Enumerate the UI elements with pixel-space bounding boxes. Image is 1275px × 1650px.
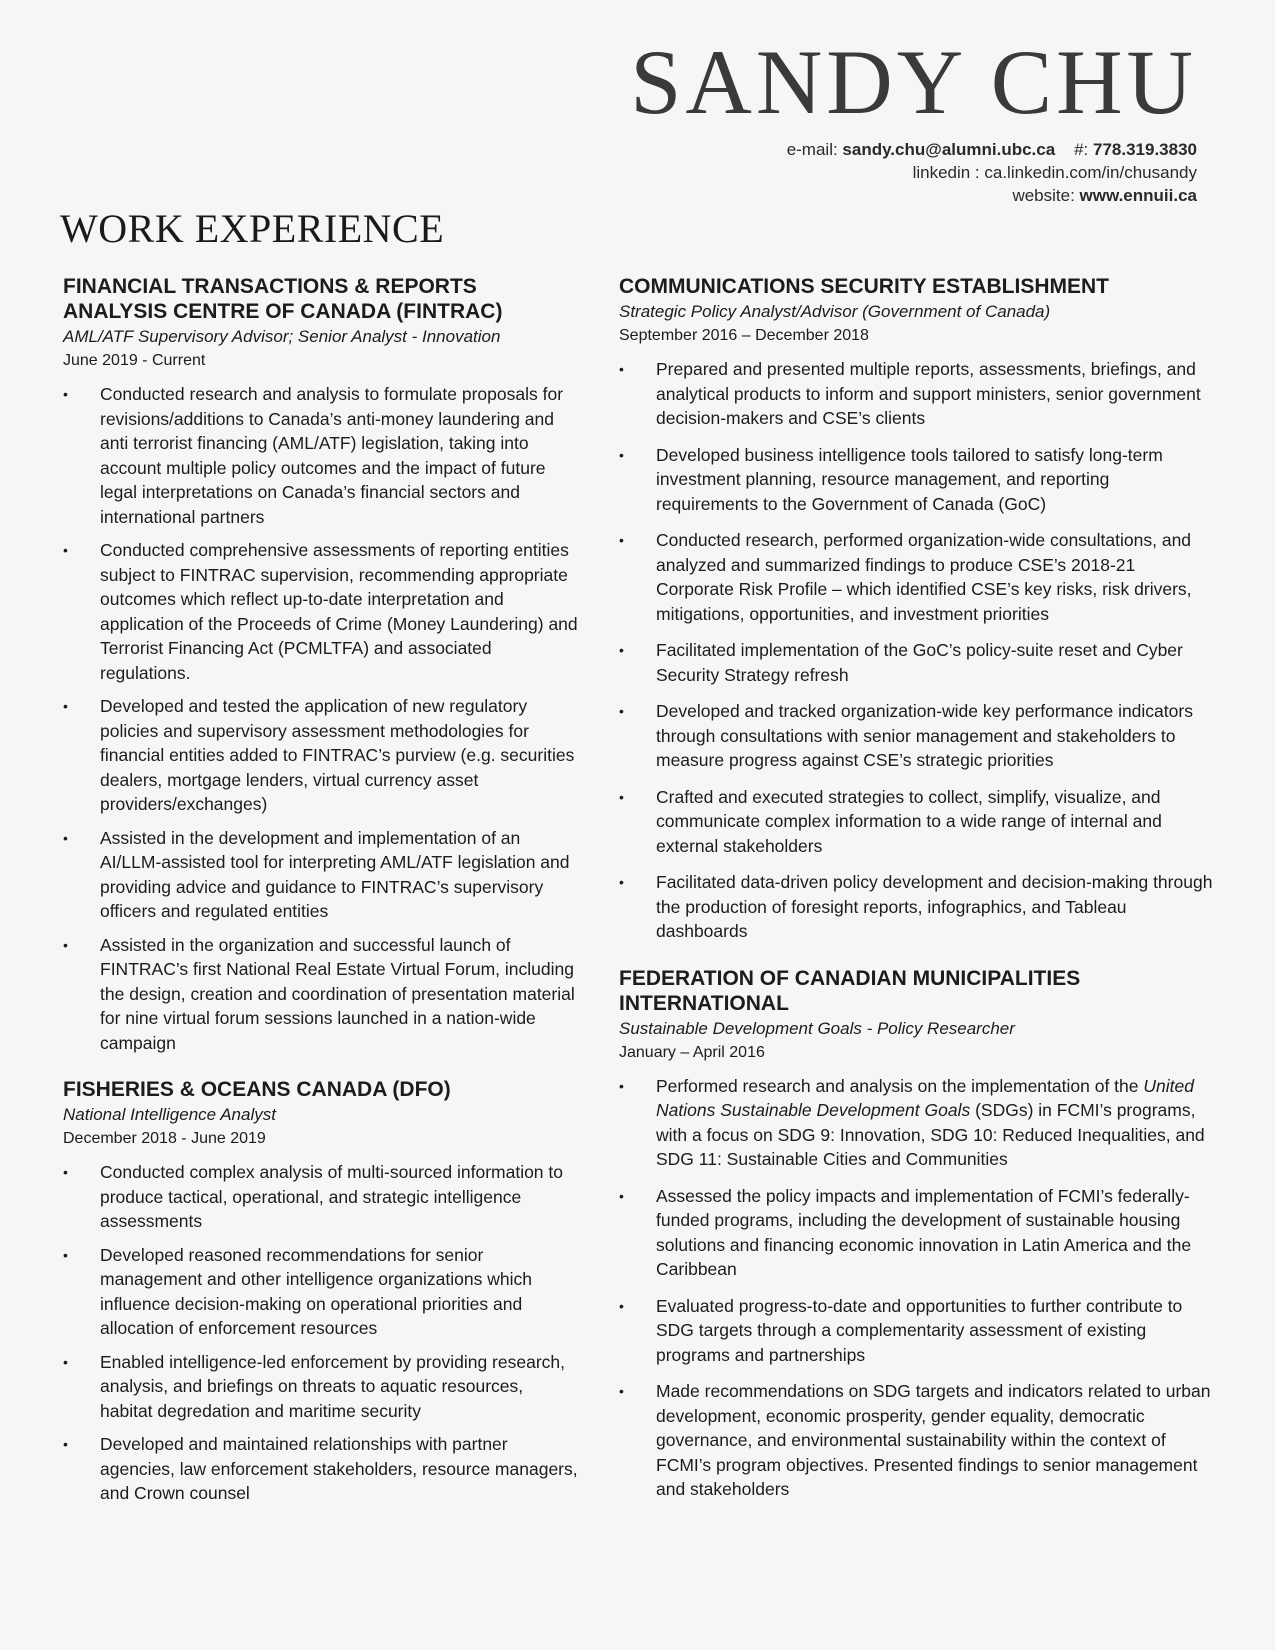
section-title-work-experience: WORK EXPERIENCE (60, 206, 445, 251)
bullet-icon: • (63, 1246, 68, 1263)
job-organization: FEDERATION OF CANADIAN MUNICIPALITIES INTERNATIONAL (619, 966, 1081, 1015)
bullet-text-part: Performed research and analysis on the implementation of the (656, 1075, 1144, 1096)
bullet-text: Developed reasoned recommendations for senior management and other intelligence organizations which influence decision-making on operational priorities and allocation of enforcement resources (100, 1244, 532, 1338)
list-item (619, 1184, 1215, 1282)
list-item (63, 933, 578, 1056)
bullet-text: Facilitated implementation of the GoC’s policy-suite reset and Cyber Security Strategy refresh (656, 640, 1183, 685)
website-label: website: (1012, 186, 1080, 205)
list-item (63, 1160, 578, 1234)
bullet-icon: • (619, 788, 624, 805)
bullet-icon: • (63, 386, 68, 402)
bullet-icon: • (63, 1164, 68, 1180)
bullet-icon: • (619, 703, 624, 719)
linkedin-line: linkedin : ca.linkedin.com/in/chusandy (912, 163, 1197, 182)
bullet-text-part: (SDGs) in FCMI’s programs, with a focus on SDG 9: Innovation, SDG 10: Reduced Inequalities, and SDG 11: Sustainable Cities and Communities (656, 1100, 1205, 1169)
list-item (619, 870, 1215, 944)
list-item (63, 382, 578, 529)
left-column (63, 274, 578, 1528)
list-item (63, 1350, 578, 1424)
bullet-text: Enabled intelligence-led enforcement by providing research, analysis, and briefings on threats to aquatic resources, habitat degredation and maritime security (100, 1351, 565, 1421)
bullet-text: Crafted and executed strategies to collect, simplify, visualize, and communicate complex information to a wide range of internal and external stakeholders (656, 786, 1162, 856)
list-item (619, 528, 1215, 626)
job-role: Strategic Policy Analyst/Advisor (Government of Canada) (619, 302, 1051, 321)
list-item (63, 538, 578, 685)
bullet-text: Assisted in the organization and successful launch of FINTRAC’s first National Real Estate Virtual Forum, including the design, creation and coordination of presentation material for nine virtual forum sessions launched in a nation-wide campaign (100, 934, 575, 1053)
right-column (619, 274, 1215, 1524)
job-dfo (63, 1077, 578, 1506)
bullet-icon: • (63, 542, 68, 558)
bullet-text: Conducted comprehensive assessments of reporting entities subject to FINTRAC supervision, recommending appropriate outcomes which reflect up-to-date interpretation and application of the Proceeds of Crime (Money Laundering) and Terrorist Financing Act (PCMLTFA) and associated regulations. (100, 540, 578, 683)
bullet-text: Conducted research, performed organization-wide consultations, and analyzed and summarized findings to produce CSE’s 2018-21 Corporate Risk Profile – which identified CSE’s key risks, risk drivers, mitigations, opportunities, and investment priorities (656, 530, 1192, 624)
bullet-text: Conducted complex analysis of multi-sourced information to produce tactical, operational, and strategic intelligence assessments (100, 1162, 563, 1231)
job-organization: FINANCIAL TRANSACTIONS & REPORTS ANALYSIS CENTRE OF CANADA (FINTRAC) (63, 275, 503, 323)
bullet-icon: • (619, 1077, 624, 1094)
job-organization: COMMUNICATIONS SECURITY ESTABLISHMENT (619, 275, 1110, 298)
email-value: sandy.chu@alumni.ubc.ca (842, 140, 1056, 159)
job-dates: September 2016 – December 2018 (619, 327, 869, 344)
job-fcmi (619, 966, 1215, 1502)
list-item (619, 443, 1215, 517)
contact-line-email-phone (787, 138, 1197, 161)
website-line (787, 184, 1197, 207)
bullet-icon: • (619, 446, 624, 463)
job-role: Sustainable Development Goals - Policy Researcher (619, 1018, 1015, 1038)
list-item (63, 1432, 578, 1506)
job-bullet-list (63, 382, 578, 1055)
bullet-icon: • (619, 642, 624, 658)
list-item (619, 1074, 1215, 1172)
job-dates: December 2018 - June 2019 (63, 1130, 266, 1147)
bullet-icon: • (63, 698, 68, 714)
list-item (63, 1243, 578, 1341)
sdg-emphasis: United Nations Sustainable Development Goals (656, 1075, 1194, 1120)
bullet-icon: • (619, 1297, 624, 1314)
list-item (63, 694, 578, 817)
bullet-icon: • (63, 1436, 68, 1452)
email-label: e-mail: (786, 140, 843, 159)
job-dates: June 2019 - Current (63, 352, 206, 369)
bullet-text: Developed and tracked organization-wide key performance indicators through consultations with senior management and stakeholders to measure progress against CSE’s strategic priorities (656, 701, 1193, 770)
job-bullet-list (619, 357, 1215, 944)
list-item (619, 785, 1215, 859)
bullet-text: Developed and maintained relationships with partner agencies, law enforcement stakeholders, resource managers, and Crown counsel (100, 1434, 578, 1503)
bullet-text: Prepared and presented multiple reports, assessments, briefings, and analytical products to inform and support ministers, senior government decision-makers and CSE’s clients (656, 359, 1201, 428)
job-bullet-list (619, 1074, 1215, 1502)
bullet-text: Made recommendations on SDG targets and indicators related to urban development, economic prosperity, gender equality, democratic governance, and environmental sustainability within the context of FCMI’s program objectives. Presented findings to senior management and stakeholders (656, 1381, 1211, 1499)
bullet-icon: • (63, 936, 68, 953)
bullet-icon: • (619, 361, 624, 377)
phone-value: 778.319.3830 (1093, 140, 1197, 159)
list-item (619, 357, 1215, 431)
bullet-text (656, 1076, 1205, 1170)
candidate-name: SANDY CHU (630, 31, 1197, 133)
bullet-icon: • (619, 532, 624, 548)
bullet-icon: • (619, 1383, 624, 1399)
bullet-text: Developed business intelligence tools tailored to satisfy long-term investment planning, resource management, and reporting requirements to the Government of Canada (GoC) (656, 444, 1163, 514)
bullet-icon: • (619, 874, 624, 890)
bullet-text: Developed and tested the application of new regulatory policies and supervisory assessment methodologies for financial entities added to FINTRAC’s purview (e.g. securities dealers, mortgage lenders, virtual currency asset providers/exchanges) (100, 696, 575, 814)
bullet-text: Assessed the policy impacts and implementation of FCMI’s federally-funded programs, including the development of sustainable housing solutions and financing economic innovation in Latin America and the Caribbean (656, 1185, 1192, 1279)
contact-block (787, 138, 1197, 207)
job-organization: FISHERIES & OCEANS CANADA (DFO) (63, 1078, 451, 1101)
phone-label: #: (1074, 140, 1093, 159)
bullet-text: Assisted in the development and implementation of an AI/LLM-assisted tool for interpreting AML/ATF legislation and providing advice and guidance to FINTRAC’s supervisory officers and regulated entities (100, 827, 570, 921)
bullet-text: Evaluated progress-to-date and opportunities to further contribute to SDG targets through a complementarity assessment of existing programs and partnerships (656, 1295, 1183, 1365)
list-item (619, 638, 1215, 687)
list-item (619, 699, 1215, 773)
job-fintrac (63, 274, 578, 1055)
job-dates: January – April 2016 (619, 1043, 765, 1061)
list-item (619, 1379, 1215, 1502)
job-role: National Intelligence Analyst (63, 1105, 276, 1124)
bullet-icon: • (619, 1187, 624, 1204)
job-cse (619, 274, 1215, 944)
list-item (63, 826, 578, 924)
job-bullet-list (63, 1160, 578, 1506)
bullet-text: Conducted research and analysis to formulate proposals for revisions/additions to Canada’s anti-money laundering and anti terrorist financing (AML/ATF) legislation, taking into account multiple policy outcomes and the impact of future legal interpretations on Canada’s financial sectors and international partners (100, 384, 564, 527)
bullet-icon: • (63, 829, 68, 846)
website-value: www.ennuii.ca (1079, 186, 1197, 205)
bullet-icon: • (63, 1353, 68, 1370)
list-item (619, 1294, 1215, 1368)
bullet-text: Facilitated data-driven policy development and decision-making through the production of foresight reports, infographics, and Tableau dashboards (656, 872, 1213, 941)
job-role: AML/ATF Supervisory Advisor; Senior Analyst - Innovation (63, 327, 501, 346)
